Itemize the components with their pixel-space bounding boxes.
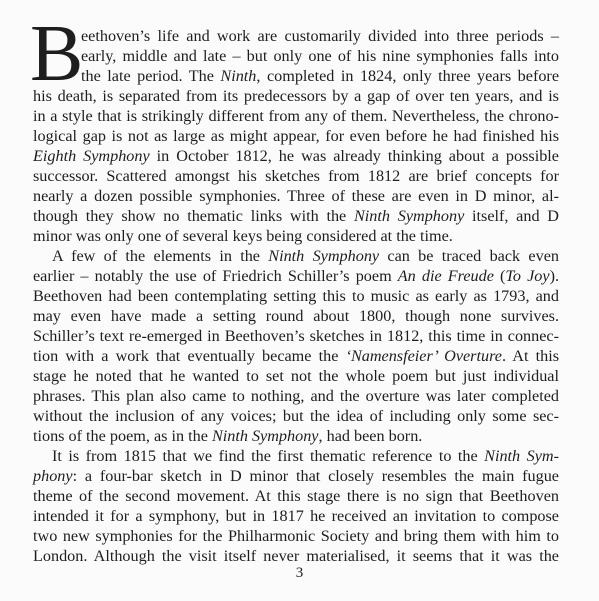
text-span: Schiller’s text re-emerged in Beethoven’s sketches in 1812, this time in connec- <box>33 327 559 345</box>
text-line <box>33 126 559 146</box>
text-span: It is from 1815 that we find the first thematic reference to the <box>52 447 485 465</box>
text-line <box>52 246 559 266</box>
text-line <box>33 286 559 306</box>
text-line <box>33 546 559 566</box>
text-span: phrases. This plan also came to nothing, and the overture was later completed <box>33 387 559 405</box>
text-line <box>33 166 559 186</box>
italic-span: Ninth Symphony <box>354 207 465 225</box>
text-span: can be traced back even <box>379 247 559 265</box>
text-line <box>33 306 559 326</box>
text-span: A few of the elements in the <box>52 247 269 265</box>
text-span: , had been born. <box>318 427 423 445</box>
text-span: in October 1812, he was already thinking about a possible <box>149 147 559 165</box>
italic-span: Ninth <box>220 67 257 85</box>
text-span: early, middle and late – but only one of his nine symphonies falls into <box>81 47 559 65</box>
text-line <box>33 506 559 526</box>
text-span: earlier – notably the use of Friedrich Schiller’s poem <box>33 267 398 285</box>
text-line <box>33 186 559 206</box>
text-span: minor was only one of several keys being considered at the time. <box>33 227 453 245</box>
drop-cap: B <box>30 10 84 98</box>
text-line <box>33 366 559 386</box>
text-span: Beethoven had been contemplating setting this to music as early as 1793, and <box>33 287 559 305</box>
text-span: : a four-bar sketch in D minor that closely resembles the main fugue <box>72 467 559 485</box>
text-line <box>52 446 559 466</box>
text-span: his death, is separated from its predecessors by a gap of over ten years, and is <box>33 87 559 105</box>
text-line <box>81 66 559 86</box>
text-line <box>33 86 559 106</box>
text-line <box>33 106 559 126</box>
text-span: two new symphonies for the Philharmonic Society and bring them with him to <box>33 527 559 545</box>
text-span: ). <box>549 267 560 285</box>
italic-span: phony <box>33 467 73 485</box>
text-line <box>33 226 559 246</box>
text-line <box>33 486 559 506</box>
text-line <box>33 406 559 426</box>
text-line <box>81 26 559 46</box>
text-line <box>33 526 559 546</box>
text-span: tion with a work that eventually became the <box>33 347 346 365</box>
text-span: logical gap is not as large as might appear, for even before he had finished his <box>33 127 559 145</box>
text-span: though they show no thematic links with the <box>33 207 354 225</box>
text-span: . At this <box>501 347 560 365</box>
text-span: itself, and D <box>464 207 559 225</box>
text-line <box>81 46 559 66</box>
text-span: may even have made a setting round about 1800, though none survives. <box>33 307 559 325</box>
italic-span: ‘Namensfeier’ Overture <box>345 347 502 365</box>
text-line <box>33 466 559 486</box>
text-line <box>33 146 559 166</box>
text-span: , completed in 1824, only three years before <box>256 67 559 85</box>
text-line <box>33 266 559 286</box>
text-span: ( <box>493 267 506 285</box>
italic-span: Ninth Symphony <box>211 427 319 445</box>
text-line <box>33 346 559 366</box>
italic-span: Ninth Symphony <box>268 247 380 265</box>
text-span: tions of the poem, as in the <box>33 427 212 445</box>
text-span: intended it for a symphony, but in 1817 he received an invitation to compose <box>33 507 559 525</box>
italic-span: Eighth Symphony <box>33 147 150 165</box>
text-line <box>33 206 559 226</box>
text-line <box>33 426 559 446</box>
text-span: eethoven’s life and work are customarily divided into three periods – <box>81 27 559 45</box>
text-span: theme of the second movement. At this stage there is no sign that Beethoven <box>33 487 559 505</box>
italic-span: An die Freude <box>397 267 494 285</box>
text-span: the late period. The <box>81 67 221 85</box>
text-span: nearly a dozen possible symphonies. Three of these are even in D minor, al- <box>33 187 559 205</box>
page-number: 3 <box>295 565 304 581</box>
text-span: without the inclusion of any voices; but the idea of including only some sec- <box>33 407 559 425</box>
text-span: successor. Scattered amongst his sketches from 1812 are brief concepts for <box>33 167 559 185</box>
italic-span: Ninth Sym- <box>484 447 559 465</box>
text-span: London. Although the visit itself never materialised, it seems that it was the <box>33 547 559 565</box>
text-span: in a style that is strikingly different from any of them. Nevertheless, the chrono- <box>33 107 559 125</box>
text-line <box>33 386 559 406</box>
text-line <box>33 326 559 346</box>
italic-span: To Joy <box>505 267 550 285</box>
text-span: stage he noted that he wanted to set not the whole poem but just individual <box>33 367 559 385</box>
